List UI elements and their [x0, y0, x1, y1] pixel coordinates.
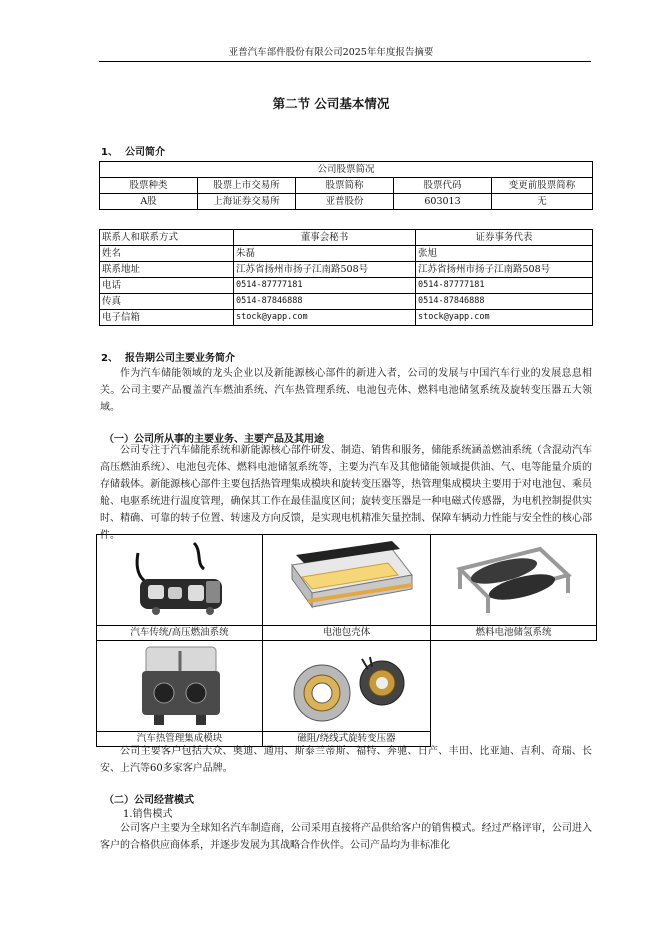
header-rule — [99, 61, 591, 62]
table-row — [100, 246, 593, 262]
product-caption: 磁阻/绕线式旋转变压器 — [263, 731, 430, 746]
table-header: 联系人和联系方式 — [100, 230, 234, 246]
table-cell: 0514-87777181 — [234, 278, 416, 294]
product-caption: 电池包壳体 — [263, 625, 430, 640]
product-cell — [431, 535, 597, 641]
product-cell — [97, 641, 263, 747]
table-header: 证券事务代表 — [416, 230, 593, 246]
product-image-table — [96, 534, 597, 747]
table-cell: 603013 — [394, 194, 492, 210]
business-paragraph: 公司专注于汽车储能系统和新能源核心部件研发、制造、销售和服务，储能系统涵盖燃油系统（含混动汽车高压燃油系统）、电池包壳体、燃料电池储氢系统等，主要为汽车及其他储能领域提供油、气、电等能量介质的存储载体。新能源核心部件主要包括热管理集成模块和旋转变压器等，热管理集成模块主要用于对电池包、乘员舱、电驱系统进行温度管理，确保其工作在最佳温度区间；旋转变压器是一种电磁式传感器，为电机控制提供实时、精确、可靠的转子位置、转速及方向反馈，是实现电机精准矢量控制、保障车辆动力性能与安全性的核心部件。 — [100, 445, 592, 541]
table-cell: 亚普股份 — [296, 194, 394, 210]
table-cell: 无 — [492, 194, 593, 210]
table-cell: 上海证券交易所 — [198, 194, 296, 210]
battery-pack-case-image — [263, 535, 430, 625]
heading-text: 公司简介 — [125, 147, 165, 158]
table-header: 变更前股票简称 — [492, 178, 593, 194]
subheading-main-business: （一）公司所从事的主要业务、主要产品及其用途 — [104, 434, 324, 445]
table-row — [100, 310, 593, 326]
product-caption: 汽车热管理集成模块 — [97, 731, 262, 746]
sales-paragraph: 公司客户主要为全球知名汽车制造商，公司采用直接将产品供给客户的销售模式。经过严格评审，公司进入客户的合格供应商体系，并逐步发展为其战略合作伙伴。公司产品均为非标准化 — [100, 823, 592, 851]
table-header: 股票代码 — [394, 178, 492, 194]
subheading-sales-model: 1.销售模式 — [123, 809, 173, 820]
fuel-system-image — [97, 535, 262, 625]
hydrogen-storage-image — [431, 535, 596, 625]
table-header: 股票简称 — [296, 178, 394, 194]
intro-paragraph: 作为汽车储能领域的龙头企业以及新能源核心部件的新进入者，公司的发展与中国汽车行业的发展息息相关。公司主要产品覆盖汽车燃油系统、汽车热管理系统、电池包壳体、燃料电池储氢系统及旋转变压器五大领域。 — [100, 368, 592, 413]
stock-table — [99, 161, 593, 210]
customers-paragraph: 公司主要客户包括大众、奥迪、通用、斯泰兰蒂斯、福特、奔驰、日产、丰田、比亚迪、吉利、奇瑞、长安、上汽等60多家客户品牌。 — [100, 746, 592, 774]
table-cell: 姓名 — [100, 246, 234, 262]
heading-text: 报告期公司主要业务简介 — [125, 353, 235, 364]
email-link[interactable]: stock@yapp.com — [416, 310, 593, 326]
section-title: 第二节 公司基本情况 — [272, 96, 390, 111]
product-cell — [97, 535, 263, 641]
heading-company-profile — [101, 143, 165, 158]
table-header: 董事会秘书 — [234, 230, 416, 246]
table-row — [100, 262, 593, 278]
page-header: 亚普汽车部件股份有限公司2025年年度报告摘要 — [228, 47, 434, 58]
table-cell: 江苏省扬州市扬子江南路508号 — [416, 262, 593, 278]
table-cell: 0514-87846888 — [234, 294, 416, 310]
table-cell: 0514-87846888 — [416, 294, 593, 310]
table-cell: 朱磊 — [234, 246, 416, 262]
product-caption: 汽车传统/高压燃油系统 — [97, 625, 262, 640]
table-cell: 江苏省扬州市扬子江南路508号 — [234, 262, 416, 278]
table-cell: 张旭 — [416, 246, 593, 262]
table-cell: A股 — [100, 194, 198, 210]
table-row — [100, 294, 593, 310]
product-cell — [263, 641, 431, 747]
thermal-module-image — [97, 641, 262, 731]
table-cell: 电话 — [100, 278, 234, 294]
heading-number: 1、 — [101, 147, 118, 158]
heading-number: 2、 — [101, 353, 118, 364]
product-cell — [263, 535, 431, 641]
table-cell: 传真 — [100, 294, 234, 310]
empty-cell — [431, 641, 597, 747]
stock-table-caption: 公司股票简况 — [100, 162, 593, 178]
table-header: 股票上市交易所 — [198, 178, 296, 194]
table-row — [100, 278, 593, 294]
email-link[interactable]: stock@yapp.com — [234, 310, 416, 326]
product-caption: 燃料电池储氢系统 — [431, 625, 596, 640]
table-cell: 电子信箱 — [100, 310, 234, 326]
table-cell: 0514-87777181 — [416, 278, 593, 294]
resolver-image — [263, 641, 430, 731]
table-cell: 联系地址 — [100, 262, 234, 278]
heading-business-overview — [101, 349, 235, 364]
subheading-business-model: （二）公司经营模式 — [104, 795, 194, 806]
contact-table — [99, 229, 593, 326]
table-header: 股票种类 — [100, 178, 198, 194]
